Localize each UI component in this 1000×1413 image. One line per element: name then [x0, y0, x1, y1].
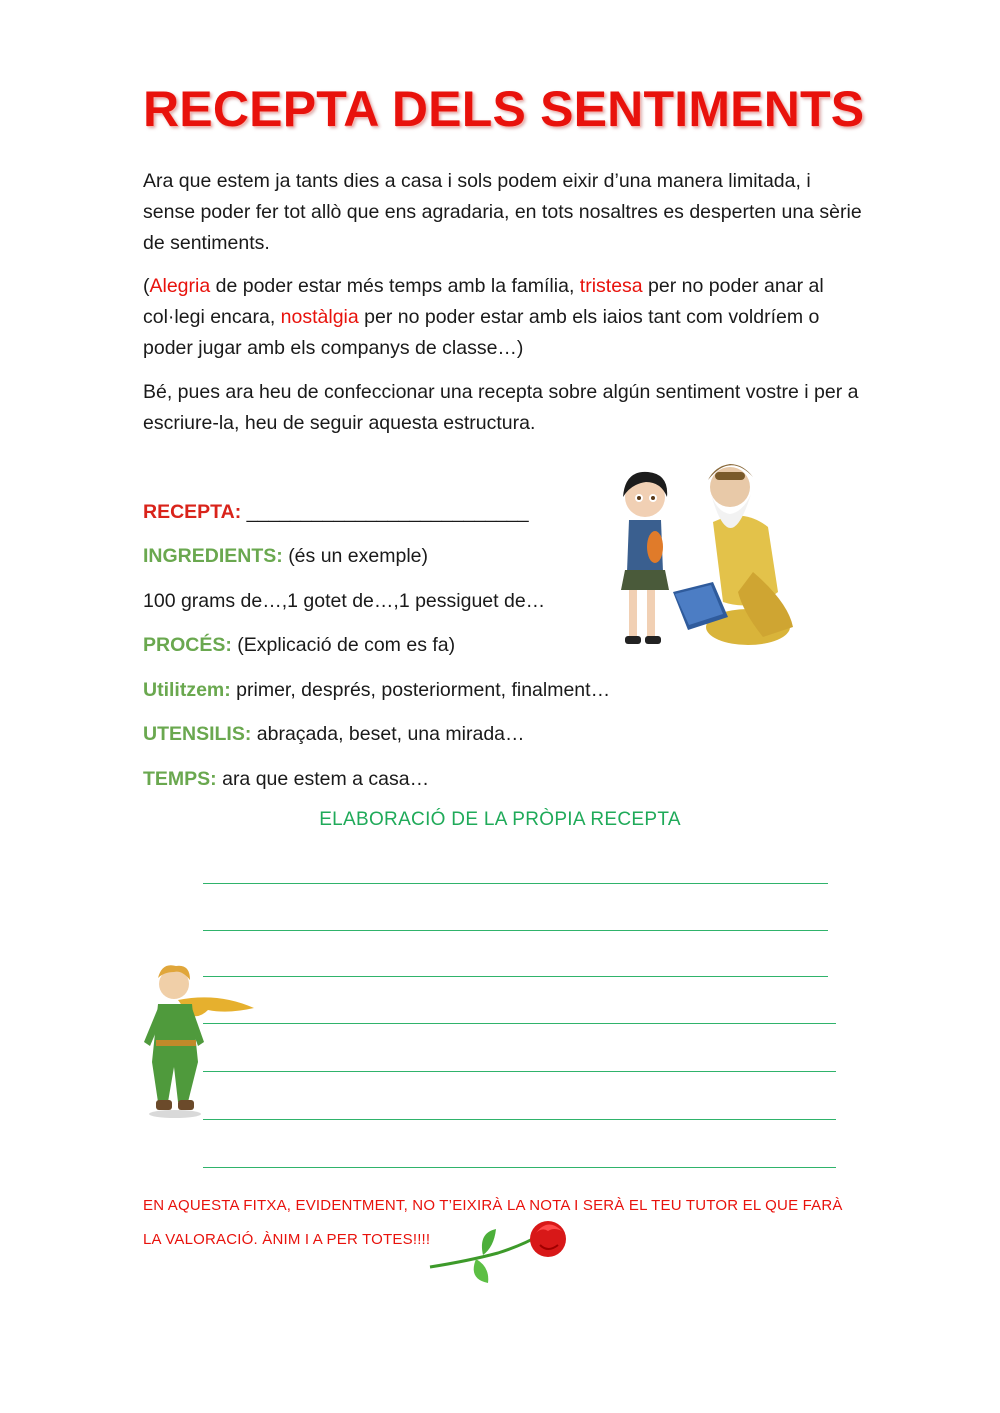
utilitzem-label: Utilitzem: [143, 679, 231, 701]
footer-note: EN AQUESTA FITXA, EVIDENTMENT, NO T’EIXIRÀ LA NOTA I SERÀ EL TEU TUTOR EL QUE FARÀ LA VALORACIÓ. ÀNIM I A PER TOTES!!!! [143, 1197, 843, 1248]
intro-paragraph-2 [143, 271, 863, 364]
intro-paragraph-3: Bé, pues ara heu de confeccionar una recepta sobre algún sentiment vostre i per a escriure-la, heu de seguir aquesta estructura. [143, 381, 859, 434]
text-segment-1: de poder estar més temps amb la família, [210, 275, 580, 297]
girl-and-aviator-illustration [603, 452, 803, 657]
writing-line[interactable] [203, 976, 828, 977]
utilitzem-value: primer, després, posteriorment, finalment… [236, 679, 611, 701]
ingredients-example: 100 grams de…,1 gotet de…,1 pessiguet de… [143, 590, 546, 612]
recepta-field [143, 499, 529, 525]
feeling-tristesa: tristesa [579, 275, 643, 297]
temps-field [143, 766, 429, 792]
temps-value: ara que estem a casa… [222, 768, 430, 790]
writing-line[interactable] [203, 1119, 836, 1120]
utensilis-label: UTENSILIS: [143, 723, 252, 745]
writing-line[interactable] [203, 1071, 836, 1072]
writing-line[interactable] [203, 1023, 836, 1024]
text-segment-2: per no poder anar al col·legi encara, [143, 275, 824, 328]
utilitzem-field [143, 677, 610, 703]
intro-paragraph-1: Ara que estem ja tants dies a casa i sols podem eixir d’una manera limitada, i sense poder fer tot allò que ens agradaria, en tots nosaltres es desperten una sèrie de sentiments. [143, 170, 862, 254]
proces-value: (Explicació de com es fa) [237, 634, 456, 656]
utensilis-value: abraçada, beset, una mirada… [256, 723, 525, 745]
recepta-label: RECEPTA: [143, 501, 242, 523]
page-title: RECEPTA DELS SENTIMENTS [143, 81, 865, 137]
text-segment-3: per no poder estar amb els iaios tant com voldríem o poder jugar amb els companys de classe…) [143, 306, 820, 359]
recepta-blank: __________________________ [246, 501, 529, 523]
temps-label: TEMPS: [143, 768, 217, 790]
proces-field [143, 632, 455, 658]
ingredients-label: INGREDIENTS: [143, 545, 283, 567]
ingredients-value: (és un exemple) [288, 545, 429, 567]
writing-line[interactable] [203, 883, 828, 884]
proces-label: PROCÉS: [143, 634, 232, 656]
writing-line[interactable] [203, 930, 828, 931]
rose-illustration [428, 1213, 570, 1285]
feeling-alegria: Alegria [149, 275, 211, 297]
feeling-nostalgia: nostàlgia [280, 306, 359, 328]
ingredients-field [143, 543, 428, 569]
writing-line[interactable] [203, 1167, 836, 1168]
paren-open: ( [143, 275, 150, 297]
utensilis-field [143, 721, 525, 747]
section-subheading: ELABORACIÓ DE LA PRÒPIA RECEPTA [319, 809, 681, 830]
little-prince-illustration [138, 962, 256, 1120]
